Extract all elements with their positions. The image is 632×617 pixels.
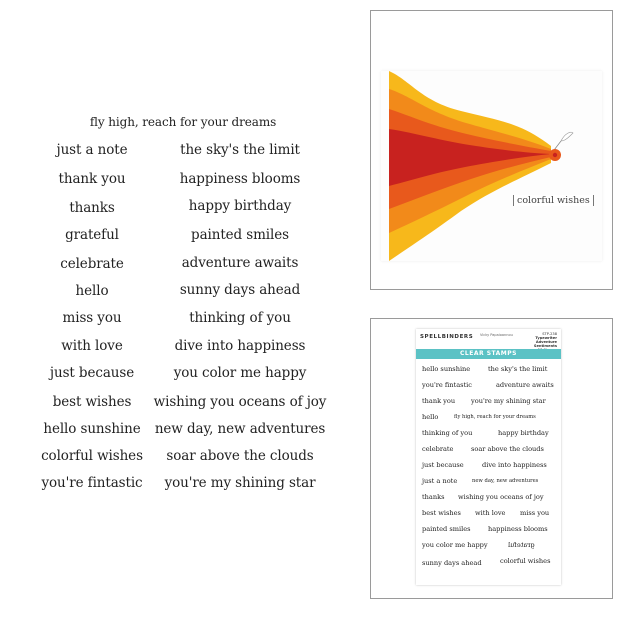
sentiment-item: thinking of you <box>189 310 291 326</box>
stamp-package <box>416 329 561 585</box>
sentiment-item: soar above the clouds <box>166 448 314 464</box>
clear-stamps-band <box>416 349 561 359</box>
package-word: hello <box>422 413 439 421</box>
package-word: thanks <box>422 493 445 501</box>
package-word: happy birthday <box>498 429 549 437</box>
sentiment-item: wishing you oceans of joy <box>153 394 327 410</box>
card-sentiment-label: colorful wishes <box>513 195 594 206</box>
package-word: new day, new adventures <box>472 478 539 484</box>
package-word: just because <box>422 461 464 469</box>
sentiment-item: sunny days ahead <box>179 282 301 298</box>
sentiment-item: thanks <box>69 200 115 216</box>
package-word: happiness blooms <box>488 525 548 533</box>
package-word: thank you <box>422 397 456 405</box>
package-word: with love <box>475 509 506 517</box>
sentiment-item: celebrate <box>60 256 124 272</box>
package-word: dive into happiness <box>482 461 547 469</box>
sentiment-item: dive into happiness <box>174 338 306 354</box>
package-word: fly high, reach for your dreams <box>454 414 536 420</box>
band-label: CLEAR STAMPS <box>460 350 517 357</box>
package-word: you're fintastic <box>422 381 472 389</box>
package-word: wishing you oceans of joy <box>458 493 544 501</box>
product-name: Typewriter Adventure Sentiments <box>533 336 557 348</box>
sentiment-item: you're fintastic <box>41 475 143 491</box>
package-frame <box>370 318 613 599</box>
sentiment-item: hello sunshine <box>43 421 141 437</box>
package-word: colorful wishes <box>500 557 551 565</box>
sentiment-title: fly high, reach for your dreams <box>89 115 277 129</box>
package-word: miss you <box>520 509 550 517</box>
sentiment-item: just because <box>49 365 135 381</box>
sentiment-item: happiness blooms <box>179 171 301 187</box>
sentiment-item: new day, new adventures <box>154 421 326 437</box>
package-word: best wishes <box>422 509 461 517</box>
package-word: painted smiles <box>422 525 471 533</box>
sentiment-item: best wishes <box>52 394 132 410</box>
package-word: celebrate <box>422 445 454 453</box>
brand-logo: SPELLBINDERS <box>420 334 474 340</box>
sentiment-item: you're my shining star <box>164 475 316 491</box>
package-header <box>416 329 561 349</box>
package-word: thinking of you <box>422 429 473 437</box>
package-word: hello sunshine <box>422 365 471 373</box>
package-word: adventure awaits <box>496 381 554 389</box>
artist-name: Vicky Papaioannou <box>480 333 513 337</box>
sentiment-item: with love <box>61 338 123 354</box>
package-word: soar above the clouds <box>471 445 544 453</box>
card-sample-frame <box>370 10 613 290</box>
sentiment-item: thank you <box>58 171 126 187</box>
sentiment-item: just a note <box>56 142 128 158</box>
sentiment-item: you color me happy <box>173 365 307 381</box>
sentiment-item: colorful wishes <box>41 448 143 464</box>
sentiment-item: the sky's the limit <box>180 142 300 158</box>
sentiment-item: adventure awaits <box>181 255 299 271</box>
flowing-waves-illustration <box>381 71 602 261</box>
sentiment-item: painted smiles <box>191 227 289 243</box>
sentiment-item: hello <box>75 283 109 299</box>
card-sample <box>381 71 602 261</box>
sentiment-item: happy birthday <box>188 198 292 214</box>
sentiment-item: grateful <box>65 227 119 243</box>
package-word: you color me happy <box>422 541 488 549</box>
package-word: you're my shining star <box>471 397 546 405</box>
package-word: just a note <box>422 477 458 485</box>
sentiment-item: miss you <box>62 310 122 326</box>
sku: STP-238 <box>542 332 557 336</box>
package-word-reversed: grateful <box>508 541 535 549</box>
package-word: sunny days ahead <box>422 559 482 567</box>
package-word: the sky's the limit <box>488 365 548 373</box>
